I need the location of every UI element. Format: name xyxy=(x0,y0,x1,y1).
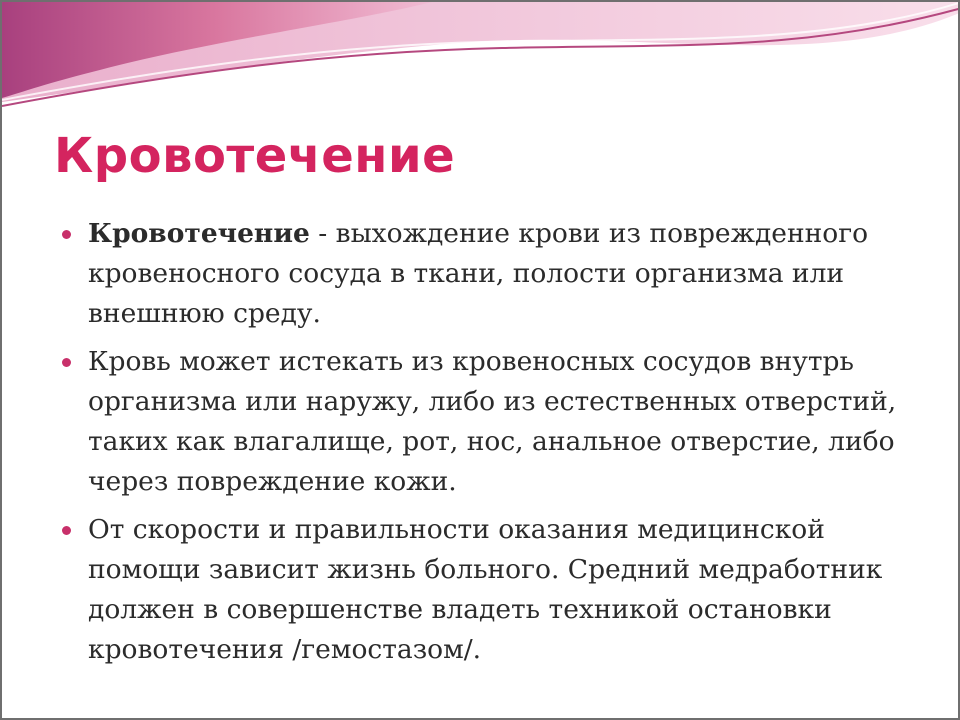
bullet-dot-icon xyxy=(62,358,71,367)
bullet-item-sources xyxy=(62,342,922,502)
bullet-item-definition xyxy=(62,214,922,334)
bullet-text: От скорости и правильности оказания медицинской помощи зависит жизнь больного. Средний медработник должен в совершенстве владеть техникой остановки кровотечения /гемостазом/. xyxy=(88,514,883,665)
bullet-dot-icon xyxy=(62,526,71,535)
page-title: Кровотечение xyxy=(54,128,456,184)
bullet-dot-icon xyxy=(62,230,71,239)
bullet-item-importance xyxy=(62,510,922,670)
bullet-term: Кровотечение xyxy=(88,218,310,249)
bullet-list xyxy=(62,214,922,678)
header-wave-decoration xyxy=(2,2,960,122)
bullet-text: Кровь может истекать из кровеносных сосудов внутрь организма или наружу, либо из естественных отверстий, таких как влагалище, рот, нос, анальное отверстие, либо через повреждение кожи. xyxy=(88,346,897,497)
bullet-text: - выхождение крови из поврежденного кровеносного сосуда в ткани, полости организма или внешнюю среду. xyxy=(88,218,869,329)
